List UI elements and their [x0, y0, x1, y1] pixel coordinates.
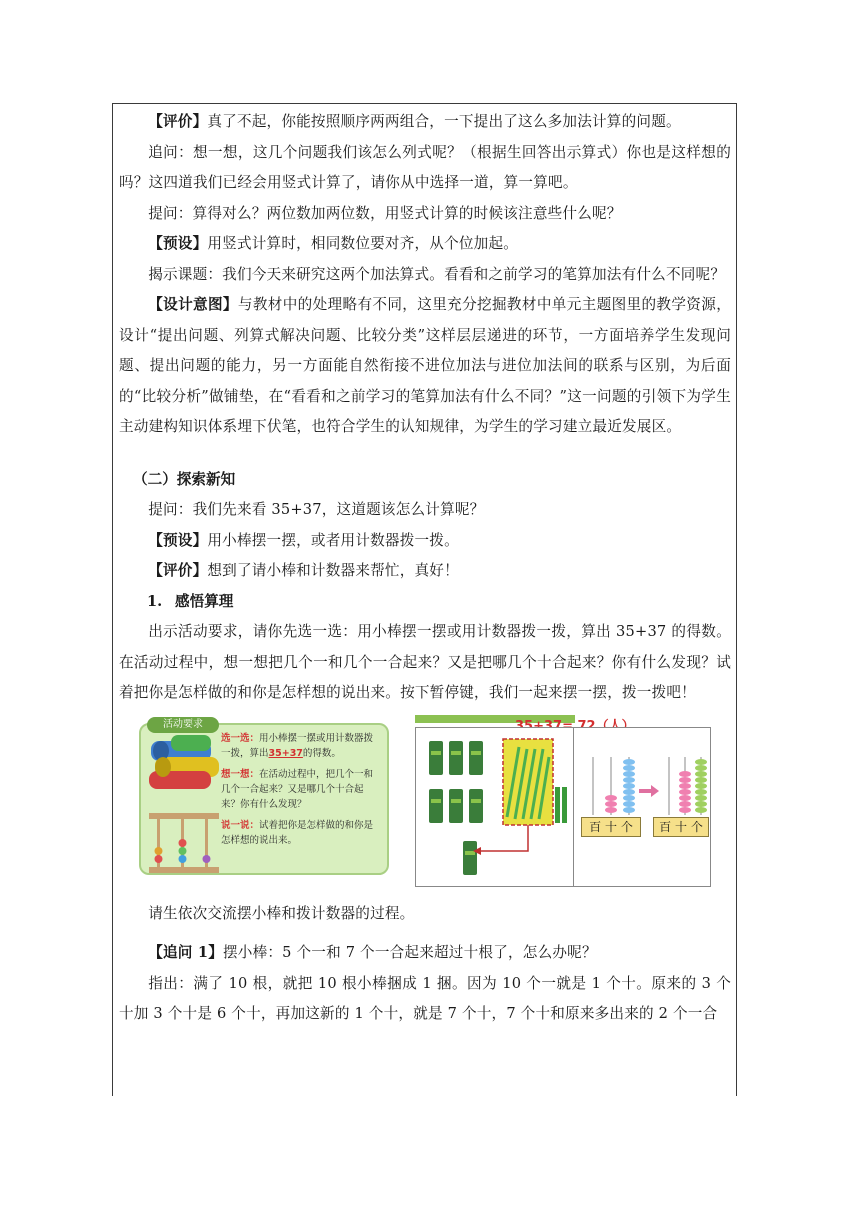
paragraph-preset-2: 【预设】用小棒摆一摆，或者用计数器拨一拨。 — [148, 531, 459, 549]
sticks-and-abacus-illustration — [141, 727, 231, 877]
requirement-choose: 选一选：用小棒摆一摆或用计数器拨一拨，算出35+37的得数。 — [221, 732, 374, 759]
paragraph-design-intent: 【设计意图】与教材中的处理略有不同，这里充分挖掘教材中单元主题图里的教学资源，设计“提出问题、列算式解决问题、比较分类”这样层层递进的环节，一方面培养学生发现问题、提出问题的能力，另一方面能自然衔接不进位加法与进位加法间的联系与区别，为后面的“比较分析”做铺垫，在“看看和之前学习的笔算加法有什么不同？”这一问题的引领下为学生主动建构知识体系埋下伏笔，也符合学生的认知规律，为学生的学习建立最近发展区。 — [119, 296, 731, 435]
requirement-say: 说一说：试着把你是怎样做的和你是怎样想的说出来。 — [221, 819, 374, 846]
paragraph-followup-1: 【追问 1】摆小棒：5 个一和 7 个一合起来超过十根了，怎么办呢？ — [148, 944, 597, 961]
paragraph-question: 提问：算得对么？两位数加两位数，用竖式计算的时候该注意些什么呢？ — [148, 204, 622, 222]
paragraph-explain: 指出：满了 10 根，就把 10 根小棒捆成 1 捆。因为 10 个一就是 1 个十。原来的 3 个十加 3 个十是 6 个十，再加这新的 1 个十，就是 7 个十，7 个十和原来多出来的 2 个一合 — [119, 974, 731, 1022]
paragraph-topic: 揭示课题：我们今天来研究这两个加法算式。看看和之前学习的笔算加法有什么不同呢？ — [148, 265, 726, 283]
sticks-counter-figure — [415, 715, 711, 887]
paragraph-evaluation: 【评价】真了不起，你能按照顺序两两组合，一下提出了这么多加法计算的问题。 — [148, 113, 681, 130]
paragraph-activity: 出示活动要求，请你先选一选：用小棒摆一摆或用计数器拨一拨，算出 35+37 的得数。在活动过程中，想一想把几个一和几个一合起来？又是把哪几个十合起来？你有什么发现？试着把你是怎样做的和你是怎样想的说出来。按下暂停键，我们一起来摆一摆，拨一拨吧！ — [119, 623, 731, 701]
counter-label-2: 百 十 个 — [653, 817, 709, 837]
sticks-counter-illustration — [415, 727, 711, 887]
figure-row — [119, 715, 731, 890]
paragraph-evaluation-2: 【评价】想到了请小棒和计数器来帮忙，真好！ — [148, 562, 459, 579]
paragraph-preset: 【预设】用竖式计算时，相同数位要对齐，从个位加起。 — [148, 235, 519, 252]
paragraph-ask: 提问：我们先来看 35+37，这道题该怎么计算呢？ — [148, 501, 485, 518]
activity-requirements-figure — [133, 717, 393, 877]
paragraph-followup: 追问：想一想，这几个问题我们该怎么列式呢？（根据生回答出示算式）你也是这样想的吗？这四道我们已经会用竖式计算了，请你从中选择一道，算一算吧。 — [119, 143, 731, 191]
requirements-text — [221, 731, 375, 861]
document-body — [119, 107, 731, 1030]
requirement-think: 想一想：在活动过程中，把几个一和几个一合起来？又是哪几个十合起来？你有什么发现？ — [221, 768, 374, 810]
paragraph-exchange: 请生依次交流摆小棒和拨计数器的过程。 — [148, 904, 415, 922]
subsection-title: 1. 感悟算理 — [147, 592, 234, 610]
section-title: （二）探索新知 — [133, 470, 236, 488]
counter-label-1: 百 十 个 — [581, 817, 641, 837]
requirements-tag: 活动要求 — [147, 717, 219, 733]
